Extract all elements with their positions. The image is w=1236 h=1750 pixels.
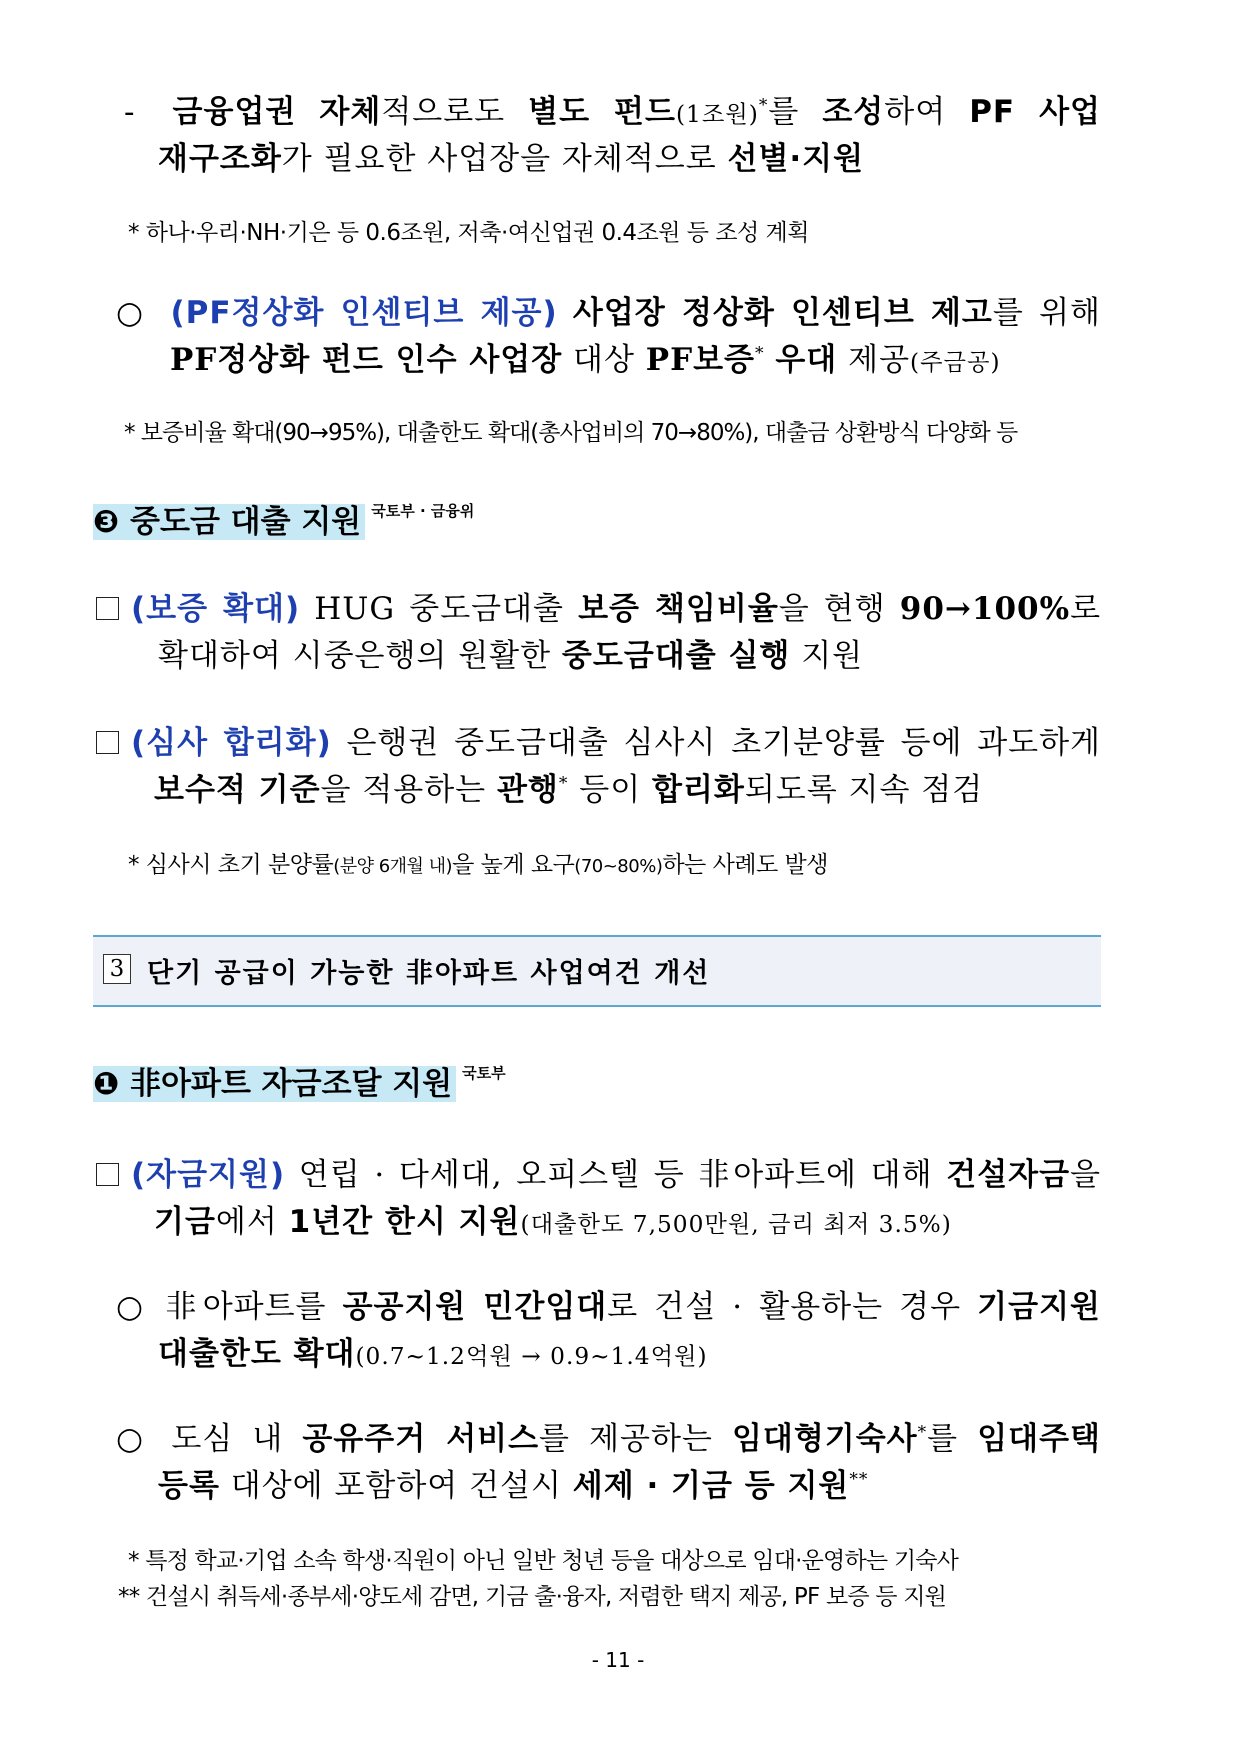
text: 지원 [790, 638, 864, 674]
text: 하는 사례도 발생 [662, 852, 828, 878]
heading-title: 중도금 대출 지원 [130, 504, 362, 540]
page-number: - 11 - [591, 1648, 645, 1672]
text: 하여 [884, 94, 970, 130]
paragraph-line [116, 287, 1101, 332]
text: 확대하여 시중은행의 원활한 [158, 638, 562, 674]
text: (70~80%) [574, 856, 663, 877]
paragraph-line [158, 133, 1236, 178]
bold-text: 중도금대출 실행 [561, 638, 791, 674]
bold-text: 보수적 기준 [154, 772, 321, 808]
dash-bullet: - [124, 94, 136, 130]
bold-text: 재구조화 [158, 141, 282, 177]
text: 을 적용하는 [320, 772, 497, 808]
section-header [93, 935, 1101, 1007]
subsection-heading [93, 1058, 506, 1103]
subsection-heading [93, 496, 474, 541]
bold-text: PF 사업 [969, 94, 1101, 130]
bold-text: 선별·지원 [727, 141, 865, 177]
text: 을 [1070, 1157, 1101, 1193]
paragraph-line [158, 1328, 1236, 1373]
footnote: ** 건설시 취득세·종부세·양도세 감면, 기금 출·융자, 저렴한 택지 제공, PF 보증 등 지원 [118, 1584, 947, 1610]
text: 연립 · 다세대, 오피스텔 등 非아파트에 대해 [285, 1157, 947, 1193]
blue-tag: (보증 확대) [131, 591, 301, 627]
agency-label: 국토부 [462, 1064, 506, 1082]
footnote-marker: * [917, 1422, 928, 1443]
bold-text: 우대 [775, 342, 838, 378]
bold-text: 조성 [822, 94, 885, 130]
text: 非아파트를 [149, 1289, 343, 1325]
text [296, 94, 319, 130]
paragraph-line [116, 1281, 1101, 1326]
text: 가 필요한 사업장을 자체적으로 [281, 141, 728, 177]
text: 를 위해 [992, 295, 1101, 331]
bold-text: 공공지원 민간임대 [342, 1289, 608, 1325]
number-badge: ❶ [93, 1066, 120, 1102]
heading-title: 非아파트 자금조달 지원 [130, 1066, 453, 1102]
footnote-marker: ** [849, 1469, 869, 1490]
paragraph-line [154, 764, 1236, 809]
paragraph-line [116, 1413, 1101, 1458]
agency-label: 국토부 · 금융위 [371, 502, 475, 520]
bold-text: 등록 [158, 1468, 220, 1504]
blue-tag: (심사 합리화) [131, 725, 332, 761]
bold-text: 자체 [319, 94, 382, 130]
bold-text: 별도 펀드 [528, 94, 676, 130]
bold-text: 사업장 정상화 인센티브 제고 [572, 295, 993, 331]
text: (1조원) [675, 101, 759, 128]
bold-text: 건설자금 [946, 1157, 1071, 1193]
circle-bullet: ○ [116, 295, 149, 331]
paragraph-line [154, 1196, 1236, 1241]
text: 은행권 중도금대출 심사시 초기분양률 등에 과도하게 [331, 725, 1102, 761]
bold-text: 기금지원 [977, 1289, 1101, 1325]
bold-text: 공유주거 서비스 [302, 1421, 540, 1457]
paragraph-line [124, 86, 1101, 131]
bold-text: 기금 [154, 1204, 216, 1240]
text: 대상 [562, 342, 646, 378]
paragraph-line [170, 334, 1236, 379]
bold-text: 임대주택 [977, 1421, 1101, 1457]
circle-bullet: ○ [116, 1421, 153, 1457]
section-number: 3 [103, 954, 131, 984]
checkbox-bullet [96, 597, 119, 620]
bold-text: 대출한도 확대 [158, 1336, 356, 1372]
text [765, 342, 776, 378]
bold-text: 임대형기숙사 [731, 1421, 918, 1457]
bold-text: 합리화 [652, 772, 745, 808]
text: (분양 6개월 내) [333, 856, 453, 877]
text: (0.7~1.2억원 → 0.9~1.4억원) [355, 1343, 708, 1370]
text [152, 1421, 171, 1457]
text: (대출한도 7,500만원, 금리 최저 3.5%) [520, 1211, 952, 1238]
checkbox-bullet [96, 1163, 119, 1186]
blue-tag: (자금지원) [131, 1157, 286, 1193]
text: 에서 [215, 1204, 289, 1240]
text: (주금공) [910, 349, 1001, 376]
bold-text: 금융업권 [172, 94, 297, 130]
blue-tag: (PF정상화 인센티브 제공) [170, 295, 558, 331]
text: * 심사시 초기 분양률 [128, 852, 334, 878]
text: 로 건설 · 활용하는 경우 [607, 1289, 978, 1325]
footnote [128, 846, 1236, 879]
text: 도심 내 [171, 1421, 303, 1457]
footnote-marker: * [558, 773, 569, 794]
bold-text: PF보증 [645, 342, 755, 378]
bold-text: PF정상화 펀드 인수 사업장 [170, 342, 563, 378]
text: HUG 중도금대출 [300, 591, 579, 627]
text: 를 제공하는 [539, 1421, 732, 1457]
footnote-marker: * [754, 343, 765, 364]
bold-text: 관행 [496, 772, 559, 808]
circle-bullet: ○ [116, 1289, 150, 1325]
footnote: * 보증비율 확대(90→95%), 대출한도 확대(총사업비의 70→80%), 대출금 상환방식 다양화 등 [124, 420, 1018, 446]
text: 로 [1070, 591, 1102, 627]
paragraph-line [96, 583, 1101, 628]
paragraph-line [158, 630, 1236, 675]
text: 되도록 지속 점검 [744, 772, 984, 808]
text: 제공 [837, 342, 911, 378]
text: 를 [927, 1421, 978, 1457]
footnote-marker: * [758, 95, 769, 116]
paragraph-line [96, 1149, 1101, 1194]
text: 을 현행 [778, 591, 900, 627]
text [558, 295, 573, 331]
text: 를 [768, 94, 823, 130]
text: 을 높게 요구 [452, 852, 575, 878]
footnote: * 특정 학교·기업 소속 학생·직원이 아닌 일반 청년 등을 대상으로 임대·운영하는 기숙사 [128, 1548, 959, 1574]
paragraph-line [96, 717, 1101, 762]
footnote: * 하나·우리·NH·기은 등 0.6조원, 저축·여신업권 0.4조원 등 조성 계획 [128, 220, 809, 246]
text: 적으로도 [381, 94, 529, 130]
text: 등이 [568, 772, 653, 808]
checkbox-bullet [96, 731, 119, 754]
bold-text: 1년간 한시 지원 [288, 1204, 521, 1240]
section-title: 단기 공급이 가능한 非아파트 사업여건 개선 [147, 958, 711, 989]
bold-text: 보증 책임비율 [578, 591, 779, 627]
paragraph-line [158, 1460, 1236, 1505]
text: 대상에 포함하여 건설시 [219, 1468, 573, 1504]
number-badge: ❸ [93, 504, 120, 540]
bold-text: 90→100% [899, 591, 1071, 627]
bold-text: 세제 · 기금 등 지원 [572, 1468, 850, 1504]
